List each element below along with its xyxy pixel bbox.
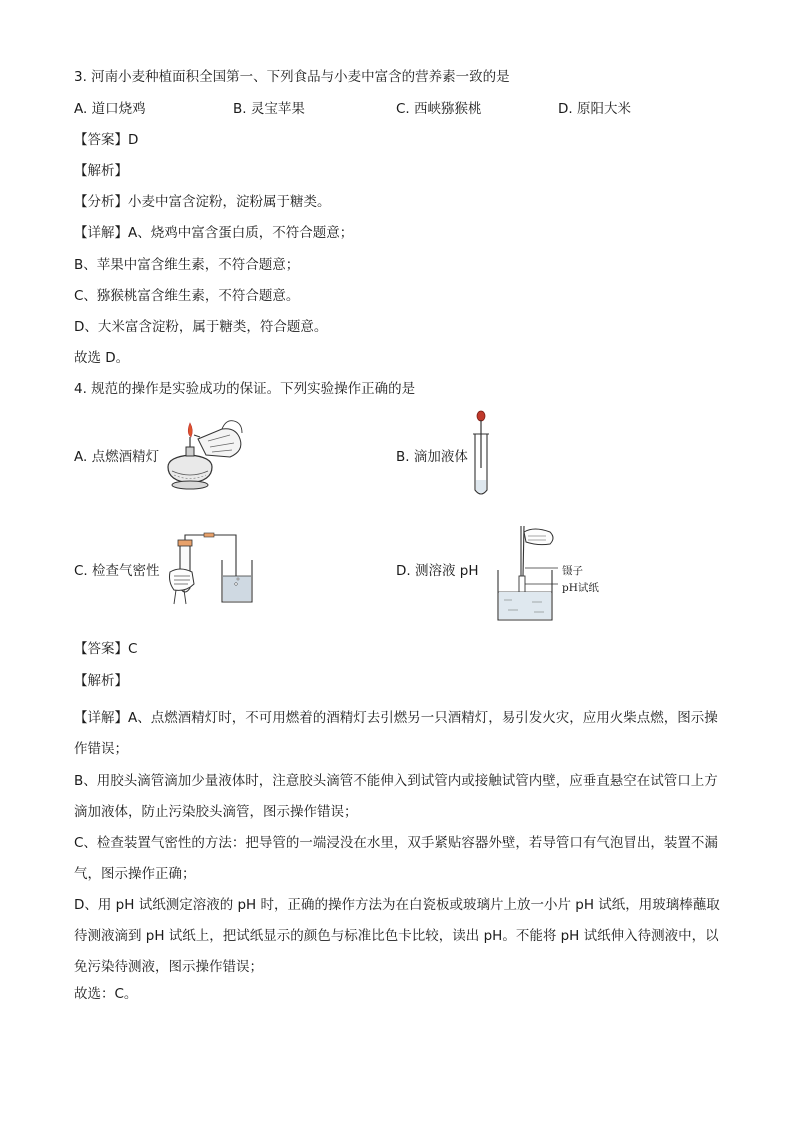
q3-analysis-heading: 【解析】 — [74, 163, 128, 179]
q4-conclusion: 故选：C。 — [74, 986, 138, 1002]
q3-option-b: B. 灵宝苹果 — [233, 101, 305, 117]
ph-figure-label-tweezers: 镊子 — [562, 565, 583, 577]
ph-figure-label-paper: pH试纸 — [562, 582, 599, 594]
q3-detail-c: C、猕猴桃富含维生素，不符合题意。 — [74, 288, 300, 304]
q4-detail-b: B、用胶头滴管滴加少量液体时，注意胶头滴管不能伸入到试管内或接触试管内壁，应垂直悬空在试管口上方滴加液体，防止污染胶头滴管，图示操作错误； — [74, 773, 718, 820]
q3-detail-a: 【详解】A、烧鸡中富含蛋白质，不符合题意； — [74, 225, 354, 241]
q3-answer: 【答案】D — [74, 132, 139, 148]
q3-conclusion: 故选 D。 — [74, 350, 130, 366]
q4-answer: 【答案】C — [74, 641, 138, 657]
q4-detail-c: C、检查装置气密性的方法：把导管的一端浸没在水里，双手紧贴容器外壁，若导管口有气泡冒出，装置不漏气，图示操作正确； — [74, 835, 718, 882]
q4-option-a-label: A. 点燃酒精灯 — [74, 449, 160, 465]
q3-detail-b: B、苹果中富含维生素，不符合题意； — [74, 257, 300, 273]
q4-detail-d: D、用 pH 试纸测定溶液的 pH 时，正确的操作方法为在白瓷板或玻璃片上放一小片 pH 试纸，用玻璃棒蘸取待测液滴到 pH 试纸上，把试纸显示的颜色与标准比色卡比较，读出 pH。不能将 pH 试纸伸入待测液中，以免污染待测液，图示操作错误； — [74, 897, 720, 975]
q3-option-d: D. 原阳大米 — [558, 101, 631, 117]
q4-option-b-label: B. 滴加液体 — [396, 449, 468, 465]
ph-measure-figure — [494, 520, 562, 626]
airtightness-check-figure — [166, 532, 256, 606]
q4-stem: 4. 规范的操作是实验成功的保证。下列实验操作正确的是 — [74, 381, 416, 397]
q3-stem: 3. 河南小麦种植面积全国第一、下列食品与小麦中富含的营养素一致的是 — [74, 69, 510, 85]
q3-option-a: A. 道口烧鸡 — [74, 101, 146, 117]
q3-option-c: C. 西峡猕猴桃 — [396, 101, 482, 117]
q3-detail-d: D、大米富含淀粉，属于糖类，符合题意。 — [74, 319, 328, 335]
q4-option-c-label: C. 检查气密性 — [74, 563, 160, 579]
dropper-test-tube-figure — [468, 410, 494, 500]
q4-detail-a: 【详解】A、点燃酒精灯时，不可用燃着的酒精灯去引燃另一只酒精灯，易引发火灾，应用火柴点燃，图示操作错误； — [74, 710, 718, 757]
q3-analysis-summary: 【分析】小麦中富含淀粉，淀粉属于糖类。 — [74, 194, 331, 210]
q4-analysis-heading: 【解析】 — [74, 673, 128, 689]
alcohol-lamp-figure — [160, 415, 248, 495]
q4-option-d-label: D. 测溶液 pH — [396, 563, 479, 579]
